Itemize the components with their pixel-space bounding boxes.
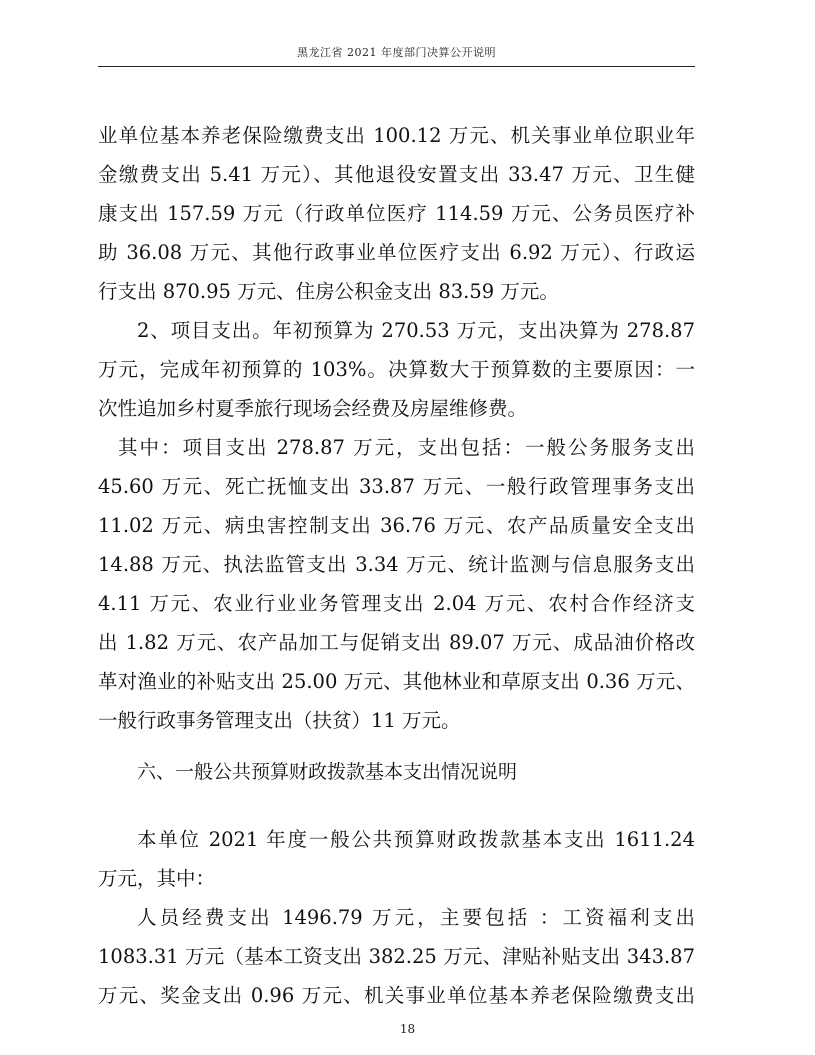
paragraph-line: 出 1.82 万元、农产品加工与促销支出 89.07 万元、成品油价格改 <box>98 631 695 654</box>
paragraph-line: 万元、奖金支出 0.96 万元、机关事业单位基本养老保险缴费支出 <box>98 984 695 1007</box>
header-divider <box>98 66 695 67</box>
paragraph-line: 14.88 万元、执法监管支出 3.34 万元、统计监测与信息服务支出 <box>98 553 695 576</box>
header-title: 黑龙江省 2021 年度部门决算公开说明 <box>297 46 496 59</box>
paragraph-line: 本单位 2021 年度一般公共预算财政拨款基本支出 1611.24 <box>137 828 695 851</box>
page-number: 18 <box>399 1022 416 1036</box>
paragraph-line: 其中：项目支出 278.87 万元，支出包括：一般公务服务支出 <box>118 436 695 459</box>
paragraph-line: 一般行政事务管理支出（扶贫）11 万元。 <box>98 709 461 732</box>
section-heading: 六、一般公共预算财政拨款基本支出情况说明 <box>137 761 518 783</box>
paragraph-line: 行支出 870.95 万元、住房公积金支出 83.59 万元。 <box>98 280 559 303</box>
paragraph-line: 助 36.08 万元、其他行政事业单位医疗支出 6.92 万元）、行政运 <box>98 241 695 264</box>
paragraph-line: 1083.31 万元（基本工资支出 382.25 万元、津贴补贴支出 343.87 <box>98 945 695 968</box>
paragraph-line: 次性追加乡村夏季旅行现场会经费及房屋维修费。 <box>98 397 528 420</box>
paragraph-line: 金缴费支出 5.41 万元）、其他退役安置支出 33.47 万元、卫生健 <box>98 163 695 186</box>
paragraph-line: 革对渔业的补贴支出 25.00 万元、其他林业和草原支出 0.36 万元、 <box>98 670 695 693</box>
paragraph-line: 4.11 万元、农业行业业务管理支出 2.04 万元、农村合作经济支 <box>98 592 695 615</box>
paragraph-line: 人员经费支出 1496.79 万元，主要包括 ：工资福利支出 <box>137 906 695 929</box>
paragraph-line: 万元，其中： <box>98 867 216 890</box>
paragraph-line: 万元，完成年初预算的 103%。决算数大于预算数的主要原因：一 <box>98 358 695 381</box>
paragraph-line: 11.02 万元、病虫害控制支出 36.76 万元、农产品质量安全支出 <box>98 514 695 537</box>
paragraph-line: 业单位基本养老保险缴费支出 100.12 万元、机关事业单位职业年 <box>98 124 695 147</box>
paragraph-line: 康支出 157.59 万元（行政单位医疗 114.59 万元、公务员医疗补 <box>98 202 695 225</box>
paragraph-line: 2、项目支出。年初预算为 270.53 万元，支出决算为 278.87 <box>137 319 695 342</box>
paragraph-line: 45.60 万元、死亡抚恤支出 33.87 万元、一般行政管理事务支出 <box>98 475 695 498</box>
